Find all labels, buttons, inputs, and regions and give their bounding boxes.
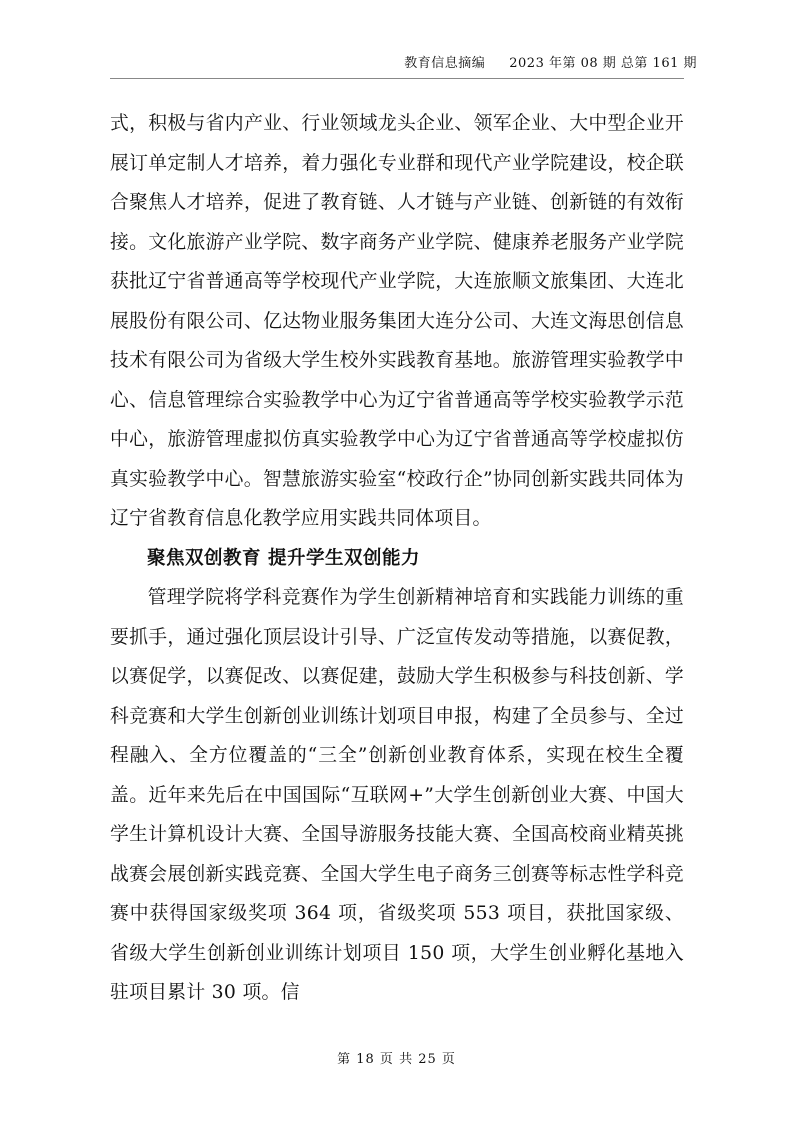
issue-number: 2023 年第 08 期 总第 161 期 xyxy=(509,56,697,71)
publication-title: 教育信息摘编 xyxy=(404,56,486,71)
body-paragraph-1: 式，积极与省内产业、行业领域龙头企业、领军企业、大中型企业开展订单定制人才培养，着力强化专业群和现代产业学院建设，校企联合聚焦人才培养，促进了教育链、人才链与产业链、创新链的有效衔接。文化旅游产业学院、数字商务产业学院、健康养老服务产业学院获批辽宁省普通高等学校现代产业学院，大连旅顺文旅集团、大连北展股份有限公司、亿达物业服务集团大连分公司、大连文海思创信息技术有限公司为省级大学生校外实践教育基地。旅游管理实验教学中心、信息管理综合实验教学中心为辽宁省普通高等学校实验教学示范中心，旅游管理虚拟仿真实验教学中心为辽宁省普通高等学校虚拟仿真实验教学中心。智慧旅游实验室“校政行企”协同创新实践共同体为辽宁省教育信息化教学应用实践共同体项目。 xyxy=(110,113,684,529)
running-header xyxy=(404,52,697,71)
header-divider xyxy=(110,78,684,79)
document-body xyxy=(110,104,684,1013)
body-paragraph-2: 管理学院将学科竞赛作为学生创新精神培育和实践能力训练的重要抓手，通过强化顶层设计引导、广泛宣传发动等措施，以赛促教，以赛促学，以赛促改、以赛促建，鼓励大学生积极参与科技创新、学科竞赛和大学生创新创业训练计划项目申报，构建了全员参与、全过程融入、全方位覆盖的“三全”创新创业教育体系，实现在校生全覆盖。近年来先后在中国国际“互联网+”大学生创新创业大赛、中国大学生计算机设计大赛、全国导游服务技能大赛、全国高校商业精英挑战赛会展创新实践竞赛、全国大学生电子商务三创赛等标志性学科竞赛中获得国家级奖项 364 项，省级奖项 553 项目，获批国家级、省级大学生创新创业训练计划项目 150 项，大学生创业孵化基地入驻项目累计 30 项。信 xyxy=(110,587,684,1003)
section-heading: 聚焦双创教育 提升学生双创能力 xyxy=(147,547,420,569)
page-number: 第 18 页 共 25 页 xyxy=(337,1052,456,1067)
